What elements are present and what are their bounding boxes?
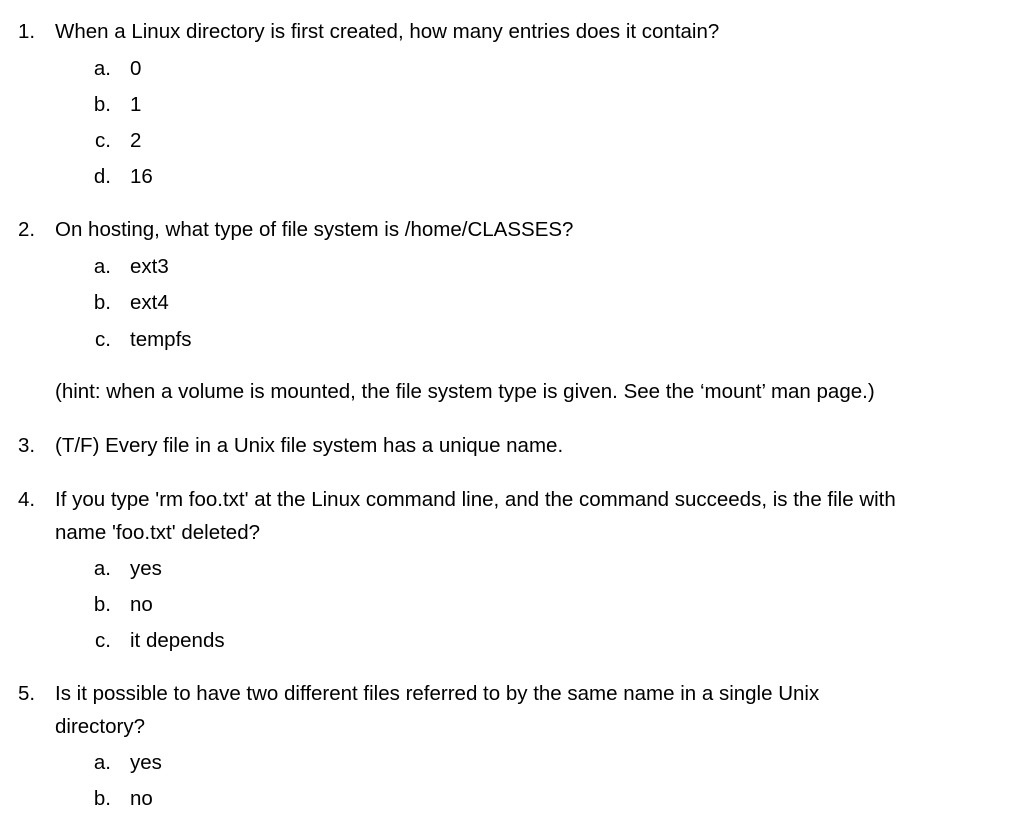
question-text: (T/F) Every file in a Unix file system has a unique name.	[55, 434, 564, 457]
option-text: ext3	[130, 255, 169, 278]
question-number: 5.	[18, 682, 36, 705]
question-text-continued: directory?	[55, 715, 146, 738]
option-text: it depends	[130, 629, 225, 652]
question-text: If you type 'rm foo.txt' at the Linux command line, and the command succeeds, is the file with	[55, 488, 896, 511]
option-text: 2	[130, 129, 142, 152]
option-letter: a.	[93, 57, 111, 80]
option-text: tempfs	[130, 328, 192, 351]
option-text: no	[130, 593, 153, 616]
question-text: On hosting, what type of file system is /home/CLASSES?	[55, 218, 574, 241]
question-number: 2.	[18, 218, 36, 241]
option-letter: a.	[93, 751, 111, 774]
option-text: no	[130, 787, 153, 810]
option-letter: a.	[93, 255, 111, 278]
option-text: yes	[130, 557, 162, 580]
option-letter: d.	[93, 165, 111, 188]
option-letter: c.	[95, 328, 111, 351]
question-text: Is it possible to have two different files referred to by the same name in a single Unix	[55, 682, 820, 705]
option-letter: c.	[95, 129, 111, 152]
question-text: When a Linux directory is first created, how many entries does it contain?	[55, 20, 720, 43]
hint-text: (hint: when a volume is mounted, the file system type is given. See the ‘mount’ man page.)	[55, 380, 875, 403]
option-text: 16	[130, 165, 153, 188]
option-text: 1	[130, 93, 142, 116]
option-letter: b.	[93, 93, 111, 116]
option-letter: c.	[95, 629, 111, 652]
option-letter: b.	[93, 787, 111, 810]
option-letter: b.	[93, 291, 111, 314]
question-number: 4.	[18, 488, 36, 511]
option-letter: a.	[93, 557, 111, 580]
option-text: yes	[130, 751, 162, 774]
question-number: 1.	[18, 20, 36, 43]
question-number: 3.	[18, 434, 36, 457]
option-text: 0	[130, 57, 142, 80]
option-letter: b.	[93, 593, 111, 616]
question-text-continued: name 'foo.txt' deleted?	[55, 521, 260, 544]
option-text: ext4	[130, 291, 169, 314]
